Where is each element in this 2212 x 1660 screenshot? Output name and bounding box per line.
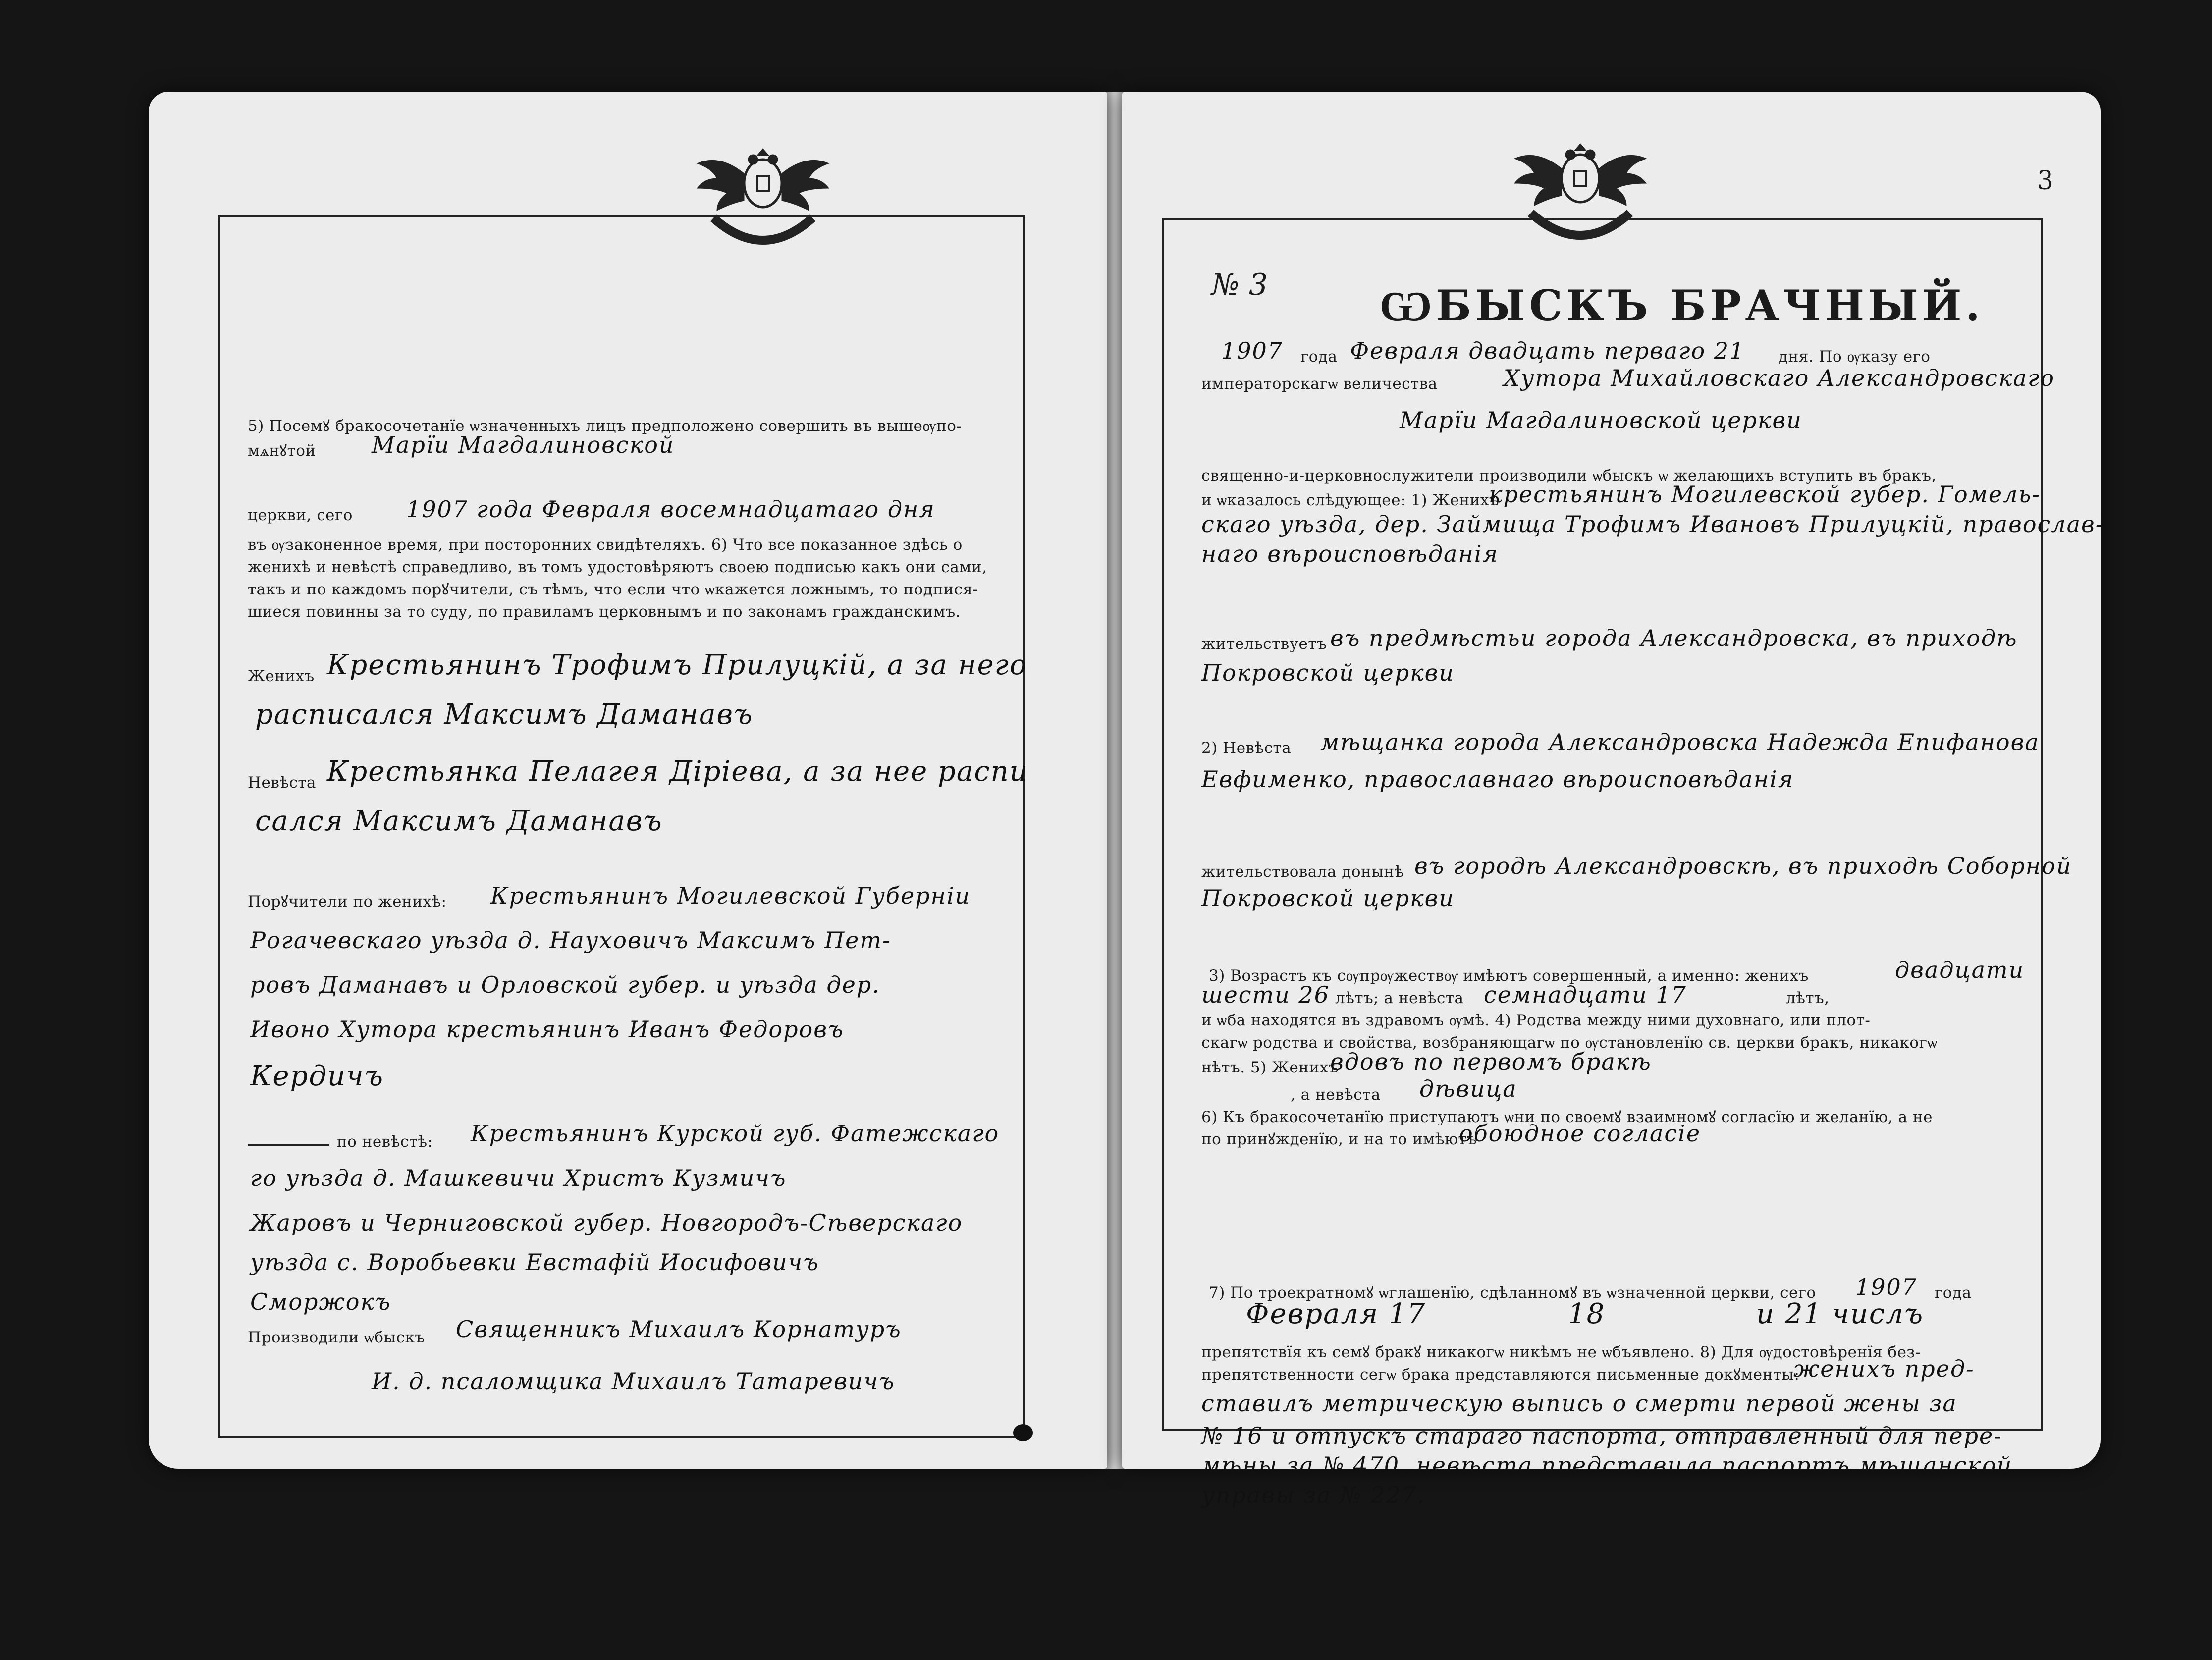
groom-details-line-1: крестьянинъ Могилевской губер. Гомель-	[1489, 481, 2041, 508]
groom-marital-status: вдовъ по первомъ бракѣ	[1330, 1048, 1652, 1075]
right-page	[1122, 92, 2104, 1508]
bride-residence-label: жительствовала донынѣ	[1201, 863, 1404, 881]
groom-signature-line-2: расписался Максимъ Даманавъ	[255, 698, 754, 731]
groom-details-line-3: наго вѣроисповѣданiя	[1201, 540, 1499, 567]
documents-label: препятственности сегѡ брака представляются письменные докꙋменты:	[1201, 1366, 1800, 1384]
page-frame	[1162, 218, 2043, 1431]
guarantor-bride-line-2: го уѣзда д. Машкевичи Христъ Кузмичъ	[250, 1165, 787, 1191]
banns-year-handwritten: 1907	[1855, 1274, 1918, 1300]
guarantor-bride-line-3: Жаровъ и Черниговской губер. Новгородъ-Сѣверскаго	[250, 1209, 963, 1236]
conducted-label: Производили ѡбыскъ	[248, 1329, 425, 1346]
groom-age-number: шести 26	[1201, 981, 1330, 1008]
clause-5-line-4: въ ѹзаконенное время, при посторонних свидѣтеляхъ. 6) Что все показанное здѣсь о	[248, 536, 963, 554]
age-line-1: 3) Возрастъ къ сѹпрѹжествѹ имѣютъ совершенный, а именно: женихъ	[1209, 967, 1809, 985]
clause-5-date-label: церкви, сего	[248, 506, 353, 524]
priest-signature: Священникъ Михаилъ Корнатуръ	[456, 1316, 902, 1342]
documents-line-3: № 16 и отпускъ стараго паспорта, отправленный для пере-	[1201, 1422, 2002, 1449]
groom-label: Женихъ	[248, 667, 315, 685]
church-name-handwritten: Марїи Магдалиновской	[372, 431, 675, 458]
clause-5-line-6: такъ и по каждомъ порꙋчители, съ тѣмъ, что если что ѡкажется ложнымъ, то подпися-	[248, 581, 978, 598]
documents-line-4: мѣны за № 470, невѣста представила паспортъ мѣщанской	[1201, 1452, 2013, 1479]
majesty-label: императорскагѡ величества	[1201, 375, 1438, 393]
clause-5-line-5: женихѣ и невѣстѣ справедливо, въ томъ удостовѣряютъ своею подписью какъ они сами,	[248, 558, 987, 576]
clergy-line: священно-и-церковнослужители производили ѡбыскъ ѡ желающихъ вступить въ бракъ,	[1201, 467, 1937, 484]
groom-residence-line-2: Покровской церкви	[1201, 659, 1455, 686]
bride-marital-status: дѣвица	[1419, 1075, 1517, 1102]
guarantor-bride-line-1: Крестьянинъ Курской губ. Фатежскаго	[471, 1120, 1000, 1147]
bride-signature-line-1: Крестьянка Пелагея Дiрiева, а за нее распи	[327, 755, 1028, 788]
decree-label: дня. По ѹказу его	[1779, 348, 1931, 366]
bride-details-line-1: мѣщанка города Александровска Надежда Епифанова	[1320, 729, 2040, 755]
age-line-4: скагѡ родства и свойства, возбраняющагѡ по ѹстановленїю св. церкви бракъ, никакогѡ	[1201, 1034, 1938, 1052]
age-line-3: и ѡба находятся въ здравомъ ѹмѣ. 4) Родства между ними духовнаго, или плот-	[1201, 1012, 1871, 1029]
document-title: ѠБЫСКЪ БРАЧНЫЙ.	[1380, 281, 1984, 330]
banns-year-label: года	[1935, 1284, 1972, 1302]
age-line-2-years: лѣтъ,	[1786, 989, 1830, 1007]
groom-details-line-2: скаго уѣзда, дер. Займища Трофимъ Ивановъ Прилуцкiй, православ-	[1201, 511, 2104, 537]
banns-line-1: 7) По троекратномꙋ ѡглашенїю, сдѣланномꙋ въ ѡзначенной церкви, сего	[1209, 1284, 1816, 1302]
day-handwritten: Февраля двадцать перваго 21	[1350, 337, 1745, 364]
bride-details-line-2: Евфименко, православнаго вѣроисповѣданiя	[1201, 766, 1794, 793]
guarantor-groom-line-5: Кердичъ	[250, 1060, 384, 1092]
clause-5-line-1: 5) Посемꙋ бракосочетанїе ѡзначенныхъ лицъ предположено совершить въ вышеѹпо-	[248, 417, 962, 435]
psalmist-signature: И. д. псаломщика Михаилъ Татаревичъ	[372, 1368, 895, 1394]
documents-line-1: женихъ пред-	[1793, 1355, 1975, 1382]
guarantors-groom-label: Порꙋчители по женихѣ:	[248, 893, 447, 910]
guarantors-bride-dash	[248, 1144, 329, 1146]
bride-residence-line-2: Покровской церкви	[1201, 885, 1455, 911]
consent-handwritten: обоюдное согласiе	[1459, 1120, 1701, 1147]
banns-date-1: Февраля 17	[1246, 1298, 1426, 1330]
bride-label: Невѣста	[248, 774, 317, 792]
location-handwritten: Хутора Михайловскаго Александровскаго	[1504, 365, 2055, 391]
bride-signature-line-2: сался Максимъ Даманавъ	[255, 805, 663, 837]
wedding-date-handwritten: 1907 года Февраля восемнадцатаго дня	[406, 496, 935, 523]
documents-line-2: ставилъ метрическую выпись о смерти первой жены за	[1201, 1390, 1957, 1417]
groom-clause-label: и ѡказалось слѣдующее: 1) Женихъ	[1201, 491, 1500, 509]
page-number: 3	[2037, 166, 2053, 196]
clause-5-church-label: мѧнꙋтой	[248, 442, 316, 460]
guarantor-groom-line-4: Ивоно Хутора крестьянинъ Иванъ Федоровъ	[250, 1016, 844, 1043]
marital-status-label: нѣтъ. 5) Женихъ	[1201, 1059, 1339, 1076]
groom-residence-line-1: въ предмѣстьи города Александровска, въ приходѣ	[1330, 625, 2018, 651]
consent-line-1: 6) Къ бракосочетанїю приступаютъ ѡни по своемꙋ взаимномꙋ согласїю и желанїю, а не	[1201, 1108, 1933, 1126]
banns-date-3: и 21 числъ	[1756, 1298, 1924, 1330]
record-number-handwritten: № 3	[1211, 268, 1268, 302]
groom-residence-label: жительствуетъ	[1201, 635, 1327, 653]
guarantor-bride-line-5: Сморжокъ	[250, 1288, 391, 1315]
consent-line-2: по принꙋжденїю, и на то имѣютъ	[1201, 1130, 1477, 1148]
bride-residence-line-1: въ городѣ Александровскѣ, въ приходѣ Соборной	[1414, 853, 2072, 879]
bride-status-label: , а невѣста	[1291, 1086, 1381, 1104]
groom-age-handwritten: двадцати	[1895, 957, 2025, 983]
groom-signature-line-1: Крестьянинъ Трофимъ Прилуцкiй, а за него	[327, 649, 1027, 681]
bride-age-handwritten: семнадцати 17	[1484, 981, 1687, 1008]
bride-clause-label: 2) Невѣста	[1201, 739, 1292, 757]
banns-line-3: препятствїя къ семꙋ бракꙋ никакогѡ никѣмъ не ѡбъявлено. 8) Для ѹдостовѣренїя без-	[1201, 1343, 1921, 1361]
guarantors-bride-label: по невѣстѣ:	[337, 1133, 433, 1151]
year-label: года	[1300, 348, 1338, 366]
documents-line-5: управы за № 227.	[1201, 1482, 1425, 1508]
banns-date-2: 18	[1568, 1298, 1606, 1330]
guarantor-groom-line-1: Крестьянинъ Могилевской Губернiи	[490, 882, 971, 909]
age-line-2-label: лѣтъ; а невѣста	[1335, 989, 1464, 1007]
guarantor-groom-line-2: Рогачевскаго уѣзда д. Науховичъ Максимъ Пет-	[250, 927, 891, 954]
church-handwritten: Марїи Магдалиновской церкви	[1400, 407, 1802, 433]
guarantor-groom-line-3: ровъ Даманавъ и Орловской губер. и уѣзда дер.	[250, 971, 880, 998]
ink-blot	[1013, 1424, 1033, 1441]
left-page	[149, 92, 1107, 1469]
guarantor-bride-line-4: уѣзда с. Воробьевки Евстафiй Иосифовичъ	[250, 1249, 819, 1276]
year-handwritten: 1907	[1221, 337, 1284, 364]
clause-5-line-7: шиеся повинны за то суду, по правиламъ церковнымъ и по законамъ гражданскимъ.	[248, 603, 961, 621]
